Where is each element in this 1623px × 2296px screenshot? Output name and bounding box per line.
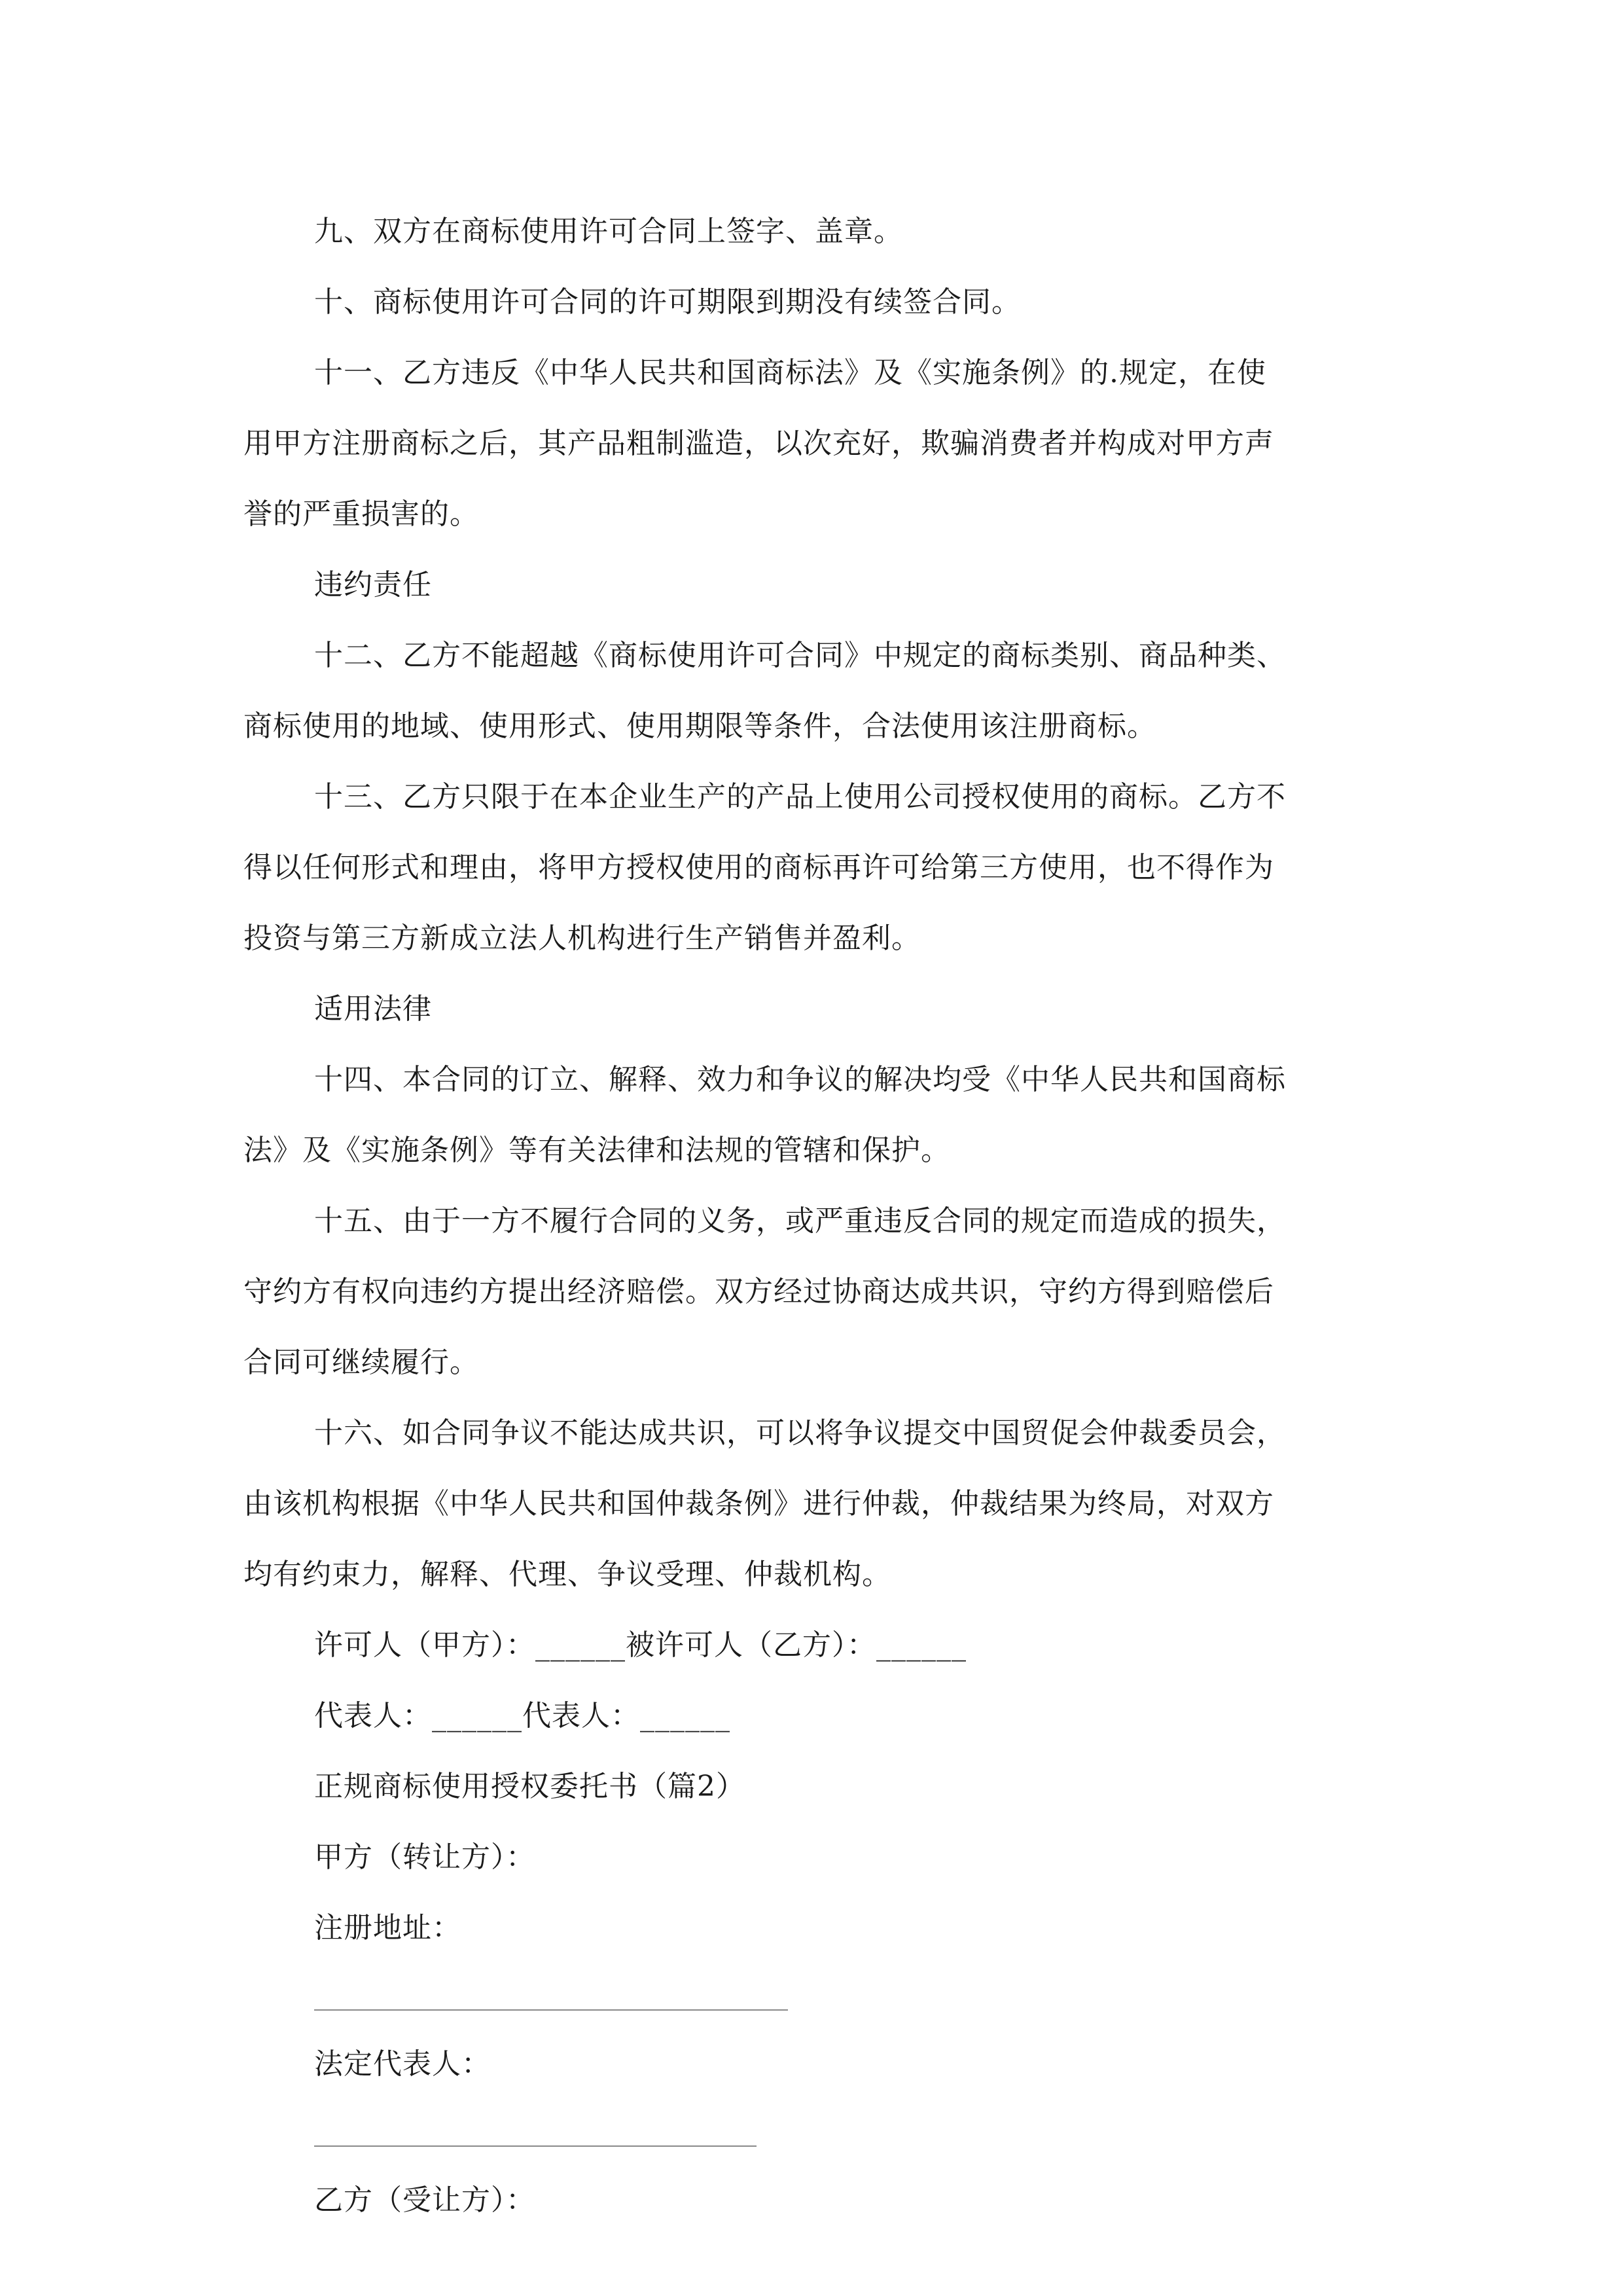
legal-representative-blank (243, 2100, 1382, 2165)
party-b-label: 乙方（受让方）： (314, 2183, 535, 2217)
clause-14-line-1: 十四、本合同的订立、解释、效力和争议的解决均受《中华人民共和国商标 (314, 1063, 1286, 1096)
party-a-label: 甲方（转让方）： (314, 1840, 535, 1874)
section-heading-applicable-law: 适用法律 (314, 992, 432, 1026)
clause-16-line-2: 由该机构根据《中华人民共和国仲裁条例》进行仲裁，仲裁结果为终局，对双方 (243, 1487, 1274, 1520)
document-title-part-2: 正规商标使用授权委托书（篇2） (314, 1770, 745, 1803)
registered-address-blank (243, 1964, 1382, 2029)
clause-14-line-2: 法》及《实施条例》等有关法律和法规的管辖和保护。 (243, 1134, 950, 1167)
section-heading-breach-liability: 违约责任 (314, 568, 432, 601)
clause-12-line-1: 十二、乙方不能超越《商标使用许可合同》中规定的商标类别、商品种类、 (314, 639, 1286, 672)
fill-in-line (314, 2009, 788, 2011)
clause-11-line-3: 誉的严重损害的。 (243, 497, 479, 531)
clause-11-line-1: 十一、乙方违反《中华人民共和国商标法》及《实施条例》的.规定，在使 (314, 356, 1266, 389)
clause-15-line-2: 守约方有权向违约方提出经济赔偿。双方经过协商达成共识，守约方得到赔偿后 (243, 1275, 1274, 1308)
signature-parties: 许可人（甲方）：______被许可人（乙方）：______ (314, 1628, 967, 1662)
legal-representative-label: 法定代表人： (314, 2047, 491, 2081)
clause-12-line-2: 商标使用的地域、使用形式、使用期限等条件，合法使用该注册商标。 (243, 709, 1156, 743)
clause-10: 十、商标使用许可合同的许可期限到期没有续签合同。 (314, 285, 1021, 319)
clause-16-line-3: 均有约束力，解释、代理、争议受理、仲裁机构。 (243, 1558, 891, 1591)
clause-9: 九、双方在商标使用许可合同上签字、盖章。 (314, 215, 903, 248)
registered-address-label: 注册地址： (314, 1911, 461, 1945)
clause-13-line-2: 得以任何形式和理由，将甲方授权使用的商标再许可给第三方使用，也不得作为 (243, 851, 1274, 884)
clause-13-line-3: 投资与第三方新成立法人机构进行生产销售并盈利。 (243, 922, 921, 955)
clause-16-line-1: 十六、如合同争议不能达成共识，可以将争议提交中国贸促会仲裁委员会， (314, 1416, 1286, 1450)
clause-11-line-2: 用甲方注册商标之后，其产品粗制滥造，以次充好，欺骗消费者并构成对甲方声 (243, 427, 1274, 460)
clause-15-line-1: 十五、由于一方不履行合同的义务，或严重违反合同的规定而造成的损失， (314, 1204, 1286, 1238)
document-body (243, 196, 1382, 2236)
clause-13-line-1: 十三、乙方只限于在本企业生产的产品上使用公司授权使用的商标。乙方不 (314, 780, 1286, 814)
signature-representatives: 代表人：______代表人：______ (314, 1699, 730, 1732)
clause-15-line-3: 合同可继续履行。 (243, 1346, 479, 1379)
fill-in-line (314, 2145, 757, 2147)
